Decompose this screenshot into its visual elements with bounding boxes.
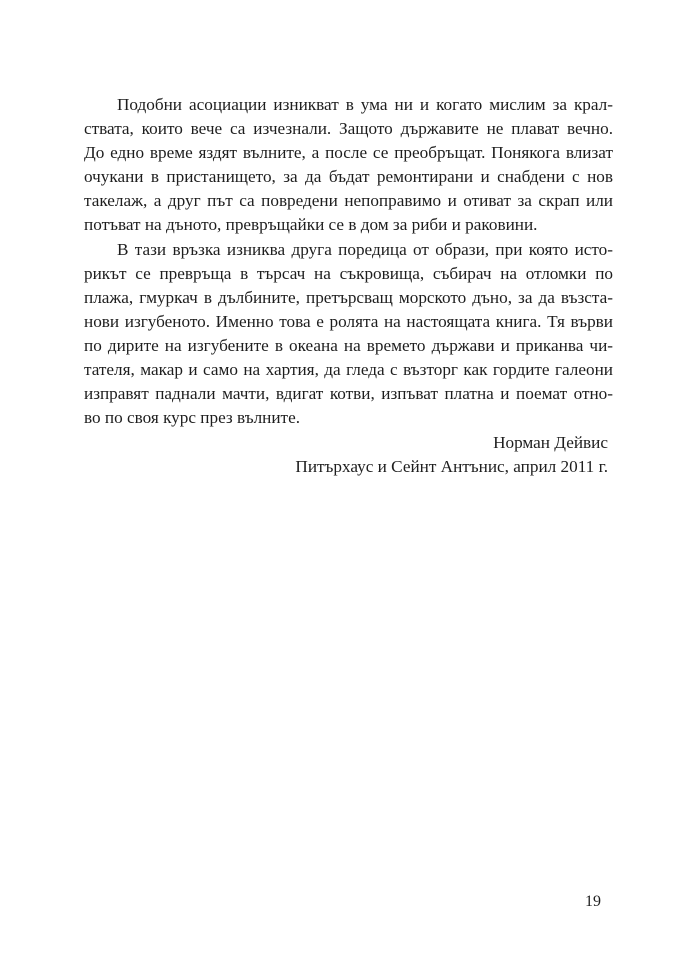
- text-line: очукани в пристанището, за да бъдат ремонтирани и снабдени с нов: [84, 167, 613, 187]
- body-text: [84, 93, 613, 430]
- author-name: Норман Дейвис: [493, 433, 608, 452]
- page-number: 19: [585, 893, 601, 910]
- text-line: Подобни асоциации изникват в ума ни и когато мислим за крал-: [117, 95, 613, 114]
- text-line: рикът се превръща в търсач на съкровища, събирач на отломки по: [84, 263, 613, 283]
- text-line: До едно време яздят вълните, а после се преобръщат. Понякога влизат: [84, 143, 613, 163]
- text-line: такелаж, а друг път са повредени непоправимо и отиват за скрап или: [84, 191, 613, 211]
- place-date: Питърхаус и Сейнт Антънис, април 2011 г.: [295, 457, 608, 476]
- text-line: тателя, макар и само на хартия, да гледа с възторг как гордите галеони: [84, 360, 613, 380]
- text-line: нови изгубеното. Именно това е ролята на настоящата книга. Тя върви: [84, 311, 613, 331]
- text-line: изправят паднали мачти, вдигат котви, изпъват платна и поемат отно-: [84, 384, 613, 404]
- text-line: плажа, гмуркач в дълбините, претърсващ морското дъно, за да възста-: [84, 287, 613, 307]
- paragraph-2: [84, 238, 613, 431]
- text-line: ствата, които вече са изчезнали. Защото държавите не плават вечно.: [84, 119, 613, 139]
- text-line: по дирите на изгубените в океана на времето държави и приканва чи-: [84, 335, 613, 355]
- text-line: потъват на дъното, превръщайки се в дом за риби и раковини.: [84, 215, 538, 235]
- text-line: во по своя курс през вълните.: [84, 408, 300, 428]
- signature-block: [295, 431, 608, 479]
- text-line: В тази връзка изниква друга поредица от образи, при която исто-: [117, 239, 613, 259]
- paragraph-1: [84, 93, 613, 238]
